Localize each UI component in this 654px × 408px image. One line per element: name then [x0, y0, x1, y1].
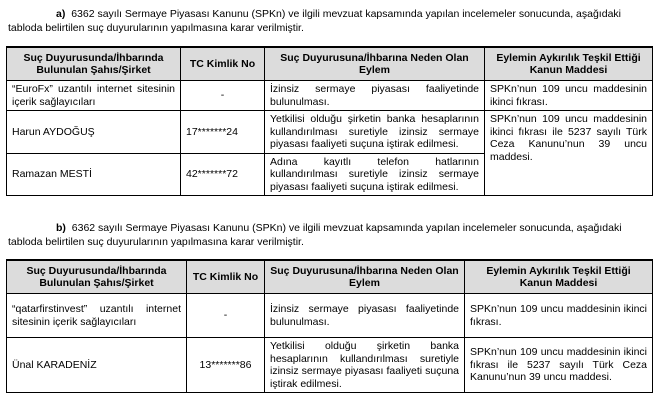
header-tc: TC Kimlik No	[181, 47, 265, 81]
header-party: Suç Duyurusunda/İhbarında Bulunulan Şahıs/Şirket	[7, 47, 181, 81]
action-cell: Adına kayıtlı telefon hatlarının kullandırılması suretiyle izinsiz sermaye piyasası faaliyeti suçuna iştirak edilmesi.	[265, 153, 485, 196]
table-row	[7, 338, 653, 393]
table-row	[7, 81, 653, 111]
law-cell: SPKn’nun 109 uncu maddesinin ikinci fıkrası ile 5237 sayılı Türk Ceza Kanunu’nun 39 uncu maddesi.	[485, 111, 653, 196]
party-cell: “EuroFx” uzantılı internet sitesinin içerik sağlayıcıları	[7, 81, 181, 111]
section-a-table	[6, 46, 653, 196]
party-cell: Harun AYDOĞUŞ	[7, 111, 181, 154]
header-action: Suç Duyurusuna/İhbarına Neden Olan Eylem	[265, 47, 485, 81]
law-cell: SPKn’nun 109 uncu maddesinin ikinci fıkrası.	[485, 81, 653, 111]
header-law: Eylemin Aykırılık Teşkil Ettiği Kanun Maddesi	[465, 260, 653, 294]
table-row	[7, 111, 653, 154]
section-b-intro-line2: tabloda belirtilen suç duyurularının yapılmasına karar verilmiştir.	[8, 236, 304, 248]
section-b-label: b)	[56, 222, 66, 234]
section-a-label: a)	[56, 8, 66, 20]
party-cell: “qatarfirstinvest” uzantılı internet sitesinin içerik sağlayıcıları	[7, 294, 187, 338]
tc-cell: 13*******86	[187, 338, 265, 393]
law-cell: SPKn’nun 109 uncu maddesinin ikinci fıkrası ile 5237 sayılı Türk Ceza Kanunu’nun 39 uncu maddesi.	[465, 338, 653, 393]
action-cell: Yetkilisi olduğu şirketin banka hesaplarının kullandırılması suretiyle izinsiz sermaye piyasası faaliyeti suçuna iştirak edilmesi.	[265, 338, 465, 393]
header-action: Suç Duyurusuna/İhbarına Neden Olan Eylem	[265, 260, 465, 294]
header-law: Eylemin Aykırılık Teşkil Ettiği Kanun Maddesi	[485, 47, 653, 81]
section-b-table	[6, 259, 653, 393]
action-cell: İzinsiz sermaye piyasası faaliyetinde bulunulması.	[265, 294, 465, 338]
tc-cell: -	[187, 294, 265, 338]
header-tc: TC Kimlik No	[187, 260, 265, 294]
tc-cell: -	[181, 81, 265, 111]
action-cell: Yetkilisi olduğu şirketin banka hesaplarının kullandırılması suretiyle izinsiz sermaye piyasası faaliyeti suçuna iştirak edilmesi.	[265, 111, 485, 154]
table-header-row	[7, 260, 653, 294]
section-b-intro	[8, 221, 648, 249]
tc-cell: 17*******24	[181, 111, 265, 154]
section-a-intro-line1	[8, 7, 648, 21]
law-cell: SPKn’nun 109 uncu maddesinin ikinci fıkrası.	[465, 294, 653, 338]
section-b-intro-text: 6362 sayılı Sermaye Piyasası Kanunu (SPKn) ve ilgili mevzuat kapsamında yapılan incelemeler sonucunda, aşağıdaki	[71, 222, 622, 234]
tc-cell: 42*******72	[181, 153, 265, 196]
action-cell: İzinsiz sermaye piyasası faaliyetinde bulunulması.	[265, 81, 485, 111]
section-a-intro-line2: tabloda belirtilen suç duyurularının yapılmasına karar verilmiştir.	[8, 22, 304, 34]
party-cell: Ünal KARADENİZ	[7, 338, 187, 393]
section-b-intro-line1	[8, 221, 648, 235]
section-a-intro	[8, 7, 648, 35]
table-header-row	[7, 47, 653, 81]
section-a-intro-text: 6362 sayılı Sermaye Piyasası Kanunu (SPKn) ve ilgili mevzuat kapsamında yapılan incelemeler sonucunda, aşağıdaki	[71, 8, 621, 20]
header-party: Suç Duyurusunda/İhbarında Bulunulan Şahıs/Şirket	[7, 260, 187, 294]
party-cell: Ramazan MESTİ	[7, 153, 181, 196]
table-row	[7, 294, 653, 338]
